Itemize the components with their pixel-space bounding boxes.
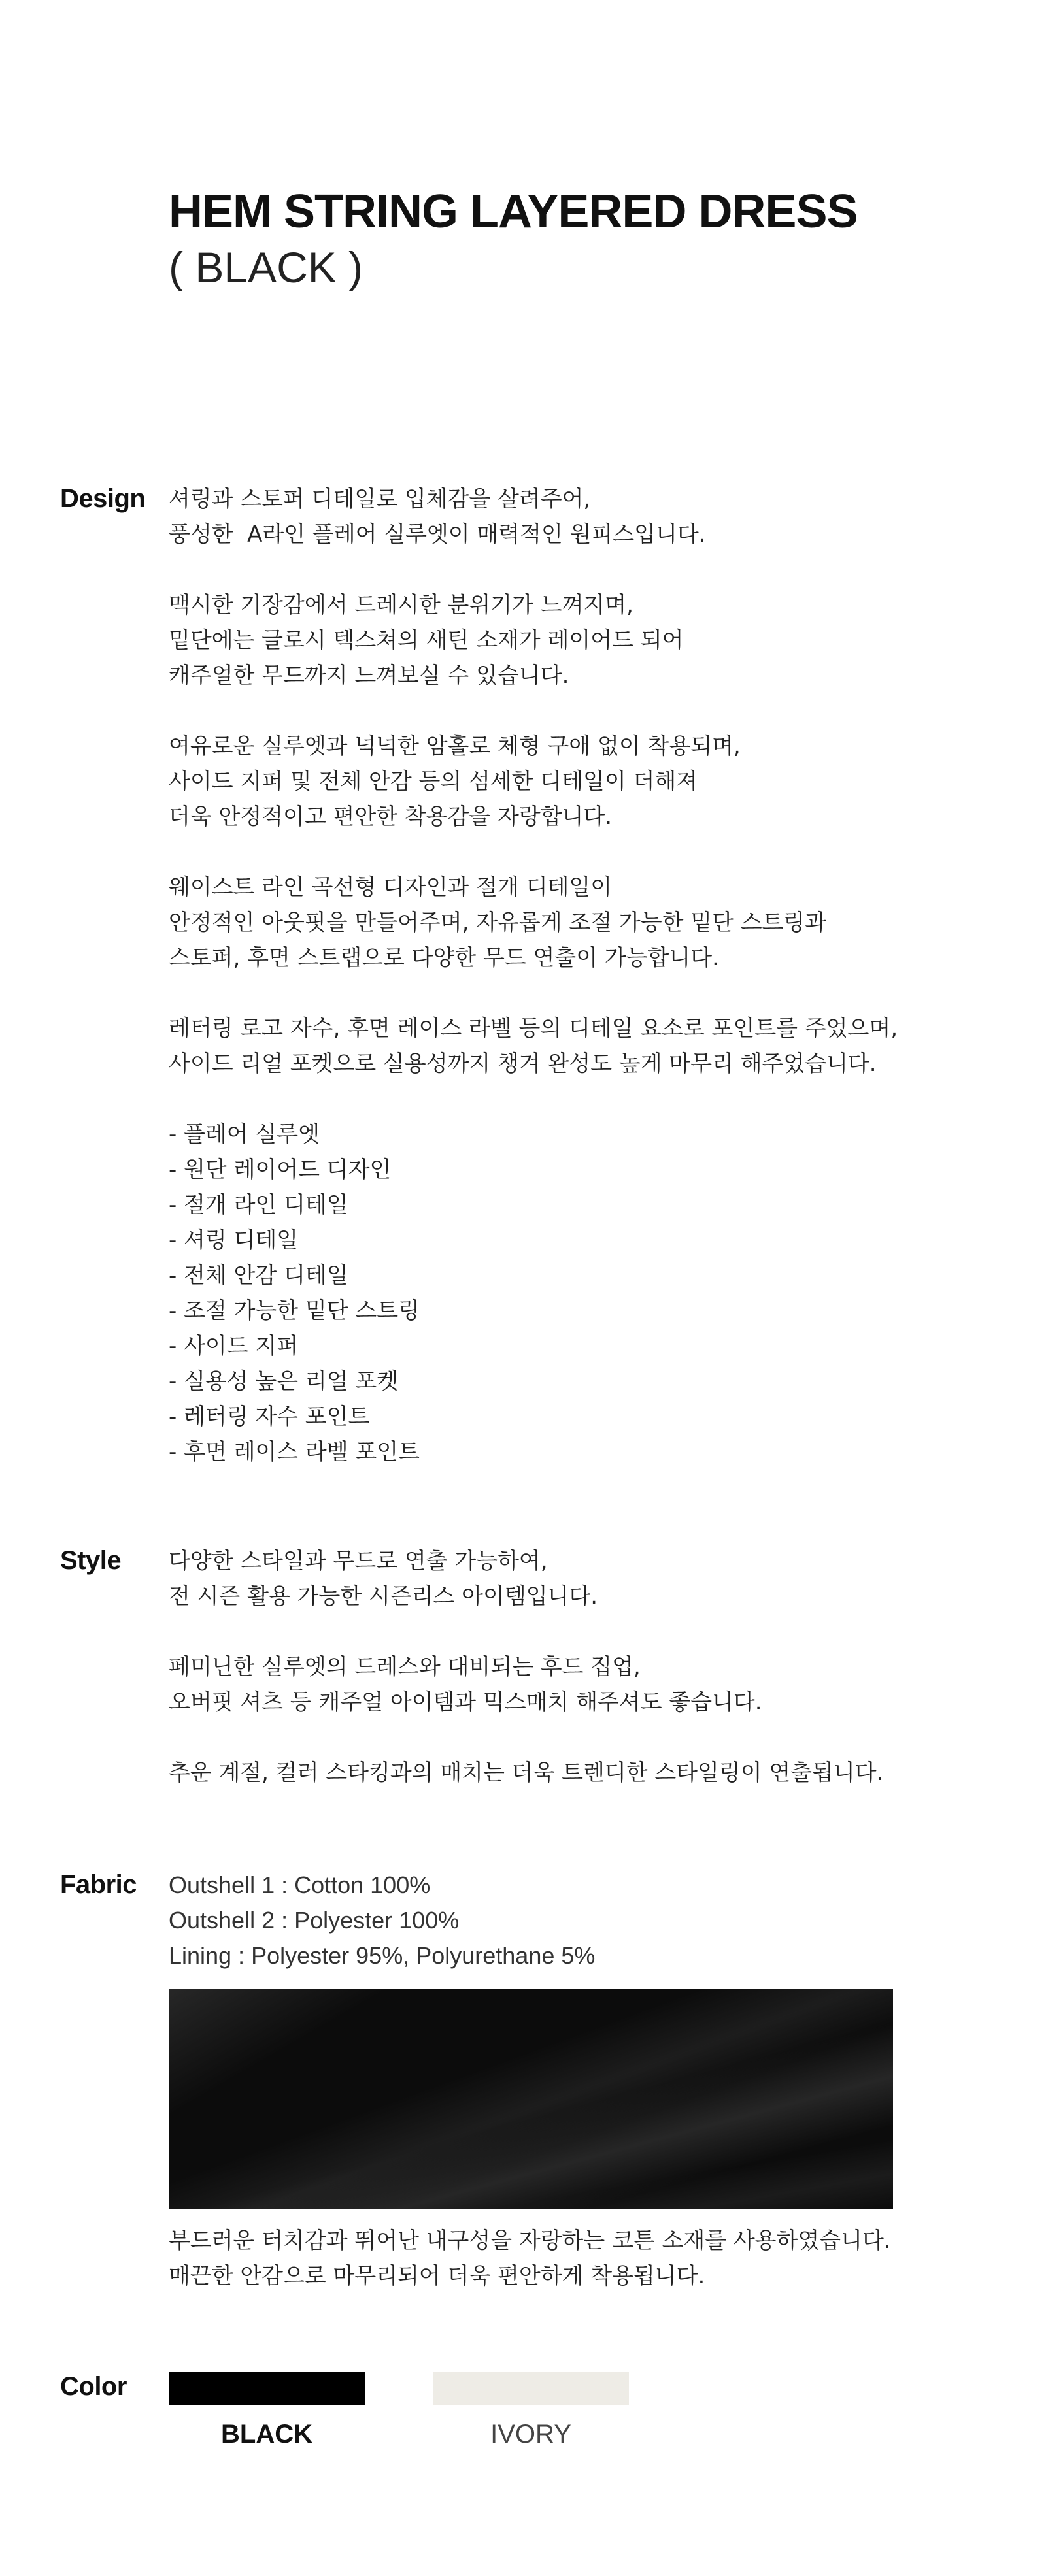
color-chip-black — [169, 2372, 365, 2405]
design-text-line: 웨이스트 라인 곡선형 디자인과 절개 디테일이 — [169, 874, 613, 900]
design-text-line: - 레터링 자수 포인트 — [169, 1404, 370, 1430]
design-paragraph — [169, 482, 992, 552]
design-text-line: 맥시한 기장감에서 드레시한 분위기가 느껴지며, — [169, 592, 633, 618]
design-text-line: 여유로운 실루엣과 넉넉한 암홀로 체형 구애 없이 착용되며, — [169, 733, 741, 759]
design-body — [169, 482, 992, 1505]
design-text-line: 사이드 지퍼 및 전체 안감 등의 섬세한 디테일이 더해져 — [169, 768, 698, 795]
design-text-line: 더욱 안정적이고 편안한 착용감을 자랑합니다. — [169, 804, 613, 830]
design-text-line: 레터링 로고 자수, 후면 레이스 라벨 등의 디테일 요소로 포인트를 주었으며, — [169, 1016, 898, 1042]
color-option-black[interactable] — [169, 2372, 365, 2451]
style-paragraph — [169, 1544, 992, 1614]
fabric-spec-line: Outshell 1 : Cotton 100% — [169, 1872, 431, 1898]
style-text-line: 오버핏 셔츠 등 캐주얼 아이템과 믹스매치 해주셔도 좋습니다. — [169, 1689, 762, 1715]
design-text-line: - 셔링 디테일 — [169, 1227, 299, 1253]
design-text-line: - 후면 레이스 라벨 포인트 — [169, 1439, 420, 1465]
design-paragraph — [169, 870, 992, 976]
design-text-line: - 절개 라인 디테일 — [169, 1192, 348, 1218]
style-text-line: 추운 계절, 컬러 스타킹과의 매치는 더욱 트렌디한 스타일링이 연출됩니다. — [169, 1760, 884, 1786]
design-text-line: 캐주얼한 무드까지 느껴보실 수 있습니다. — [169, 663, 569, 689]
style-paragraph — [169, 1649, 992, 1720]
design-paragraph — [169, 1011, 992, 1082]
fabric-description-line: 매끈한 안감으로 마무리되어 더욱 편안하게 착용됩니다. — [169, 2263, 705, 2289]
fabric-body — [169, 1868, 992, 2294]
design-text-line: - 실용성 높은 리얼 포켓 — [169, 1368, 399, 1395]
product-header — [169, 186, 858, 293]
style-text-line: 페미닌한 실루엣의 드레스와 대비되는 후드 집업, — [169, 1654, 641, 1680]
style-paragraph — [169, 1755, 992, 1791]
color-options — [169, 2372, 629, 2451]
design-text-line: - 조절 가능한 밑단 스트링 — [169, 1298, 420, 1324]
color-option-ivory[interactable] — [433, 2372, 629, 2451]
product-color-subtitle: ( BLACK ) — [169, 243, 363, 292]
color-chip-ivory — [433, 2372, 629, 2405]
color-label: Color — [60, 2372, 127, 2401]
design-text-line: - 원단 레이어드 디자인 — [169, 1157, 392, 1183]
fabric-specs — [169, 1868, 992, 1973]
design-text-line: 밑단에는 글로시 텍스쳐의 새틴 소재가 레이어드 되어 — [169, 627, 684, 653]
design-text-line: - 사이드 지퍼 — [169, 1333, 299, 1359]
design-paragraph — [169, 1117, 992, 1470]
product-title: HEM STRING LAYERED DRESS — [169, 186, 858, 238]
fabric-spec-line: Outshell 2 : Polyester 100% — [169, 1907, 460, 1934]
design-paragraph — [169, 587, 992, 693]
design-text-line: 사이드 리얼 포켓으로 실용성까지 챙겨 완성도 높게 마무리 해주었습니다. — [169, 1051, 877, 1077]
fabric-label: Fabric — [60, 1870, 137, 1899]
style-text-line: 전 시즌 활용 가능한 시즌리스 아이템입니다. — [169, 1583, 598, 1610]
fabric-description — [169, 2223, 992, 2294]
fabric-spec-line: Lining : Polyester 95%, Polyurethane 5% — [169, 1942, 596, 1969]
design-text-line: - 전체 안감 디테일 — [169, 1263, 348, 1289]
design-paragraph — [169, 729, 992, 834]
design-text-line: 안정적인 아웃핏을 만들어주며, 자유롭게 조절 가능한 밑단 스트링과 — [169, 910, 827, 936]
design-label: Design — [60, 484, 146, 513]
design-text-line: - 플레어 실루엣 — [169, 1121, 320, 1148]
fabric-description-line: 부드러운 터치감과 뛰어난 내구성을 자랑하는 코튼 소재를 사용하였습니다. — [169, 2228, 891, 2254]
style-body — [169, 1544, 992, 1826]
design-text-line: 셔링과 스토퍼 디테일로 입체감을 살려주어, — [169, 486, 591, 512]
fabric-swatch-image — [169, 1989, 893, 2209]
color-name-black: BLACK — [221, 2420, 312, 2449]
design-text-line: 스토퍼, 후면 스트랩으로 다양한 무드 연출이 가능합니다. — [169, 945, 719, 971]
style-text-line: 다양한 스타일과 무드로 연출 가능하여, — [169, 1548, 548, 1574]
color-name-ivory: IVORY — [490, 2420, 571, 2449]
design-text-line: 풍성한 A라인 플레어 실루엣이 매력적인 원피스입니다. — [169, 521, 706, 548]
style-label: Style — [60, 1546, 122, 1575]
